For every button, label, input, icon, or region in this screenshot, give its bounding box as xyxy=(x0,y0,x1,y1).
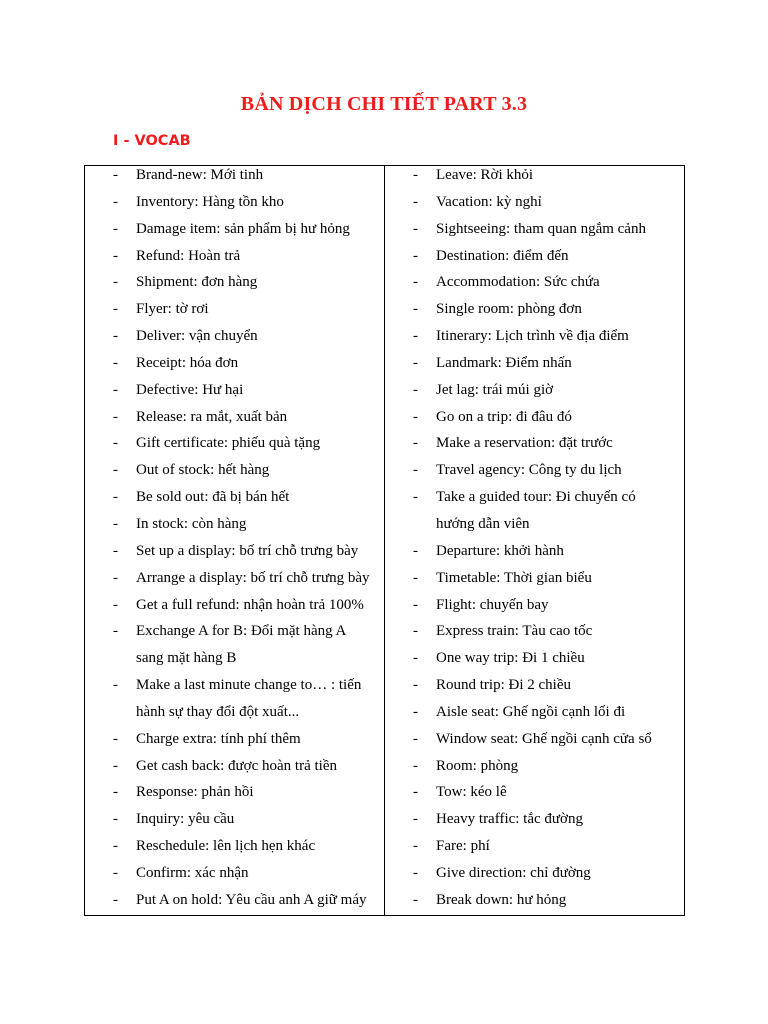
bullet-dash: - xyxy=(113,462,118,479)
vocab-text: Gift certificate: phiếu quà tặng xyxy=(136,435,321,452)
vocab-text: Travel agency: Công ty du lịch xyxy=(436,462,622,479)
vocab-text: Refund: Hoàn trả xyxy=(136,247,241,264)
bullet-dash: - xyxy=(113,381,118,398)
bullet-dash: - xyxy=(413,167,418,183)
bullet-dash: - xyxy=(413,891,418,908)
bullet-dash: - xyxy=(113,489,118,506)
vocab-text: Accommodation: Sức chứa xyxy=(436,274,600,291)
vocab-item xyxy=(413,565,685,592)
vocab-text: Confirm: xác nhận xyxy=(136,864,249,881)
vocab-text: Inquiry: yêu cầu xyxy=(136,811,235,828)
vocab-item xyxy=(113,511,383,538)
vocab-text: Make a reservation: đặt trước xyxy=(436,435,613,452)
vocab-item xyxy=(413,726,685,753)
bullet-dash: - xyxy=(413,542,418,559)
vocab-text: Damage item: sản phẩm bị hư hỏng xyxy=(136,220,350,237)
vocab-text: Departure: khởi hành xyxy=(436,542,564,559)
vocab-item xyxy=(113,565,383,592)
vocab-text: Out of stock: hết hàng xyxy=(136,462,270,479)
bullet-dash: - xyxy=(113,864,118,881)
vocab-item xyxy=(413,672,685,699)
bullet-dash: - xyxy=(113,677,118,694)
vocab-item xyxy=(113,323,383,350)
section-heading: I - VOCAB xyxy=(113,133,191,149)
bullet-dash: - xyxy=(413,569,418,586)
bullet-dash: - xyxy=(413,435,418,452)
bullet-dash: - xyxy=(113,811,118,828)
vocab-item xyxy=(413,189,685,216)
vocab-text: Arrange a display: bố trí chỗ trưng bày xyxy=(136,569,370,586)
vocab-column-right xyxy=(413,162,685,914)
bullet-dash: - xyxy=(413,623,418,640)
vocab-item xyxy=(413,645,685,672)
vocab-text: Shipment: đơn hàng xyxy=(136,274,258,291)
vocab-item xyxy=(413,592,685,619)
vocab-text: Vacation: kỳ nghỉ xyxy=(436,193,542,210)
vocab-item xyxy=(113,753,383,780)
vocab-item xyxy=(413,457,685,484)
bullet-dash: - xyxy=(113,838,118,855)
vocab-item xyxy=(413,860,685,887)
bullet-dash: - xyxy=(113,757,118,774)
vocab-item xyxy=(413,404,685,431)
vocab-text: Flight: chuyến bay xyxy=(436,596,549,613)
vocab-text: Landmark: Điểm nhấn xyxy=(436,354,572,371)
vocab-item xyxy=(413,618,685,645)
vocab-text: Take a guided tour: Đi chuyến có xyxy=(436,489,636,506)
vocab-text: Fare: phí xyxy=(436,838,490,855)
bullet-dash: - xyxy=(113,542,118,559)
bullet-dash: - xyxy=(113,354,118,371)
vocab-text: Express train: Tàu cao tốc xyxy=(436,623,593,640)
vocab-text: Get a full refund: nhận hoàn trả 100% xyxy=(136,596,364,613)
vocab-item xyxy=(113,538,383,565)
vocab-item xyxy=(113,484,383,511)
vocab-text: Receipt: hóa đơn xyxy=(136,354,239,371)
vocab-text: Give direction: chỉ đường xyxy=(436,864,591,881)
vocab-item xyxy=(113,216,383,243)
vocab-item xyxy=(413,377,685,404)
vocab-item xyxy=(113,296,383,323)
bullet-dash: - xyxy=(413,730,418,747)
vocab-text: Set up a display: bố trí chỗ trưng bày xyxy=(136,542,359,559)
bullet-dash: - xyxy=(113,220,118,237)
bullet-dash: - xyxy=(113,623,118,640)
vocab-item xyxy=(413,269,685,296)
vocab-text: Make a last minute change to… : tiến xyxy=(136,677,362,694)
vocab-text: Leave: Rời khỏi xyxy=(436,167,534,183)
vocab-item xyxy=(113,404,383,431)
vocab-text: Defective: Hư hại xyxy=(136,381,244,398)
vocab-text: Single room: phòng đơn xyxy=(436,301,582,318)
bullet-dash: - xyxy=(413,757,418,774)
bullet-dash: - xyxy=(413,381,418,398)
bullet-dash: - xyxy=(113,569,118,586)
vocab-item xyxy=(113,726,383,753)
vocab-text: Break down: hư hỏng xyxy=(436,891,567,908)
bullet-dash: - xyxy=(413,784,418,801)
vocab-item xyxy=(113,189,383,216)
bullet-dash: - xyxy=(113,301,118,318)
bullet-dash: - xyxy=(113,515,118,532)
bullet-dash: - xyxy=(413,838,418,855)
bullet-dash: - xyxy=(113,247,118,264)
vocab-item xyxy=(413,350,685,377)
bullet-dash: - xyxy=(413,220,418,237)
bullet-dash: - xyxy=(113,274,118,291)
vocab-item xyxy=(113,860,383,887)
bullet-dash: - xyxy=(413,247,418,264)
vocab-text: One way trip: Đi 1 chiều xyxy=(436,650,585,667)
bullet-dash: - xyxy=(113,193,118,210)
vocab-text: Round trip: Đi 2 chiều xyxy=(436,677,571,694)
vocab-text: Reschedule: lên lịch hẹn khác xyxy=(136,838,316,855)
bullet-dash: - xyxy=(413,811,418,828)
vocab-text: hành sự thay đổi đột xuất... xyxy=(136,703,300,720)
bullet-dash: - xyxy=(113,596,118,613)
vocab-text: Release: ra mắt, xuất bản xyxy=(136,408,288,425)
bullet-dash: - xyxy=(413,274,418,291)
bullet-dash: - xyxy=(413,703,418,720)
document-title: BẢN DỊCH CHI TIẾT PART 3.3 xyxy=(240,93,528,115)
vocab-item xyxy=(113,779,383,806)
vocab-item xyxy=(413,833,685,860)
vocab-item xyxy=(113,887,383,914)
vocab-text: Timetable: Thời gian biểu xyxy=(436,569,592,586)
vocab-item xyxy=(413,753,685,780)
vocab-text: Aisle seat: Ghế ngồi cạnh lối đi xyxy=(436,703,626,720)
vocab-text: Charge extra: tính phí thêm xyxy=(136,730,301,747)
vocab-text: Deliver: vận chuyển xyxy=(136,328,258,345)
vocab-item xyxy=(113,350,383,377)
vocab-item xyxy=(113,672,383,726)
vocab-item xyxy=(113,377,383,404)
vocab-text: Room: phòng xyxy=(436,757,519,774)
vocab-text: Sightseeing: tham quan ngắm cảnh xyxy=(436,220,646,237)
vocab-item xyxy=(413,887,685,914)
vocab-text: Destination: điểm đến xyxy=(436,247,569,264)
vocab-text: sang mặt hàng B xyxy=(136,650,237,667)
bullet-dash: - xyxy=(413,864,418,881)
vocab-text: Flyer: tờ rơi xyxy=(136,301,209,318)
vocab-item xyxy=(113,618,383,672)
vocab-item xyxy=(413,162,685,189)
vocab-text: Inventory: Hàng tồn kho xyxy=(136,193,284,210)
vocab-text: Jet lag: trái múi giờ xyxy=(436,381,554,398)
vocab-item xyxy=(413,323,685,350)
vocab-item xyxy=(413,484,685,538)
vocab-text: Be sold out: đã bị bán hết xyxy=(136,489,290,506)
vocab-item xyxy=(413,216,685,243)
bullet-dash: - xyxy=(413,328,418,345)
bullet-dash: - xyxy=(413,354,418,371)
vocab-item xyxy=(413,779,685,806)
bullet-dash: - xyxy=(413,650,418,667)
vocab-text: Exchange A for B: Đổi mặt hàng A xyxy=(136,623,347,640)
vocab-item xyxy=(413,430,685,457)
bullet-dash: - xyxy=(113,167,118,183)
vocab-text: Tow: kéo lê xyxy=(436,784,507,801)
vocab-item xyxy=(113,243,383,270)
bullet-dash: - xyxy=(113,435,118,452)
vocab-item xyxy=(413,806,685,833)
bullet-dash: - xyxy=(413,301,418,318)
vocab-text: Get cash back: được hoàn trả tiền xyxy=(136,757,337,774)
vocab-item xyxy=(113,269,383,296)
vocab-item xyxy=(413,538,685,565)
bullet-dash: - xyxy=(413,596,418,613)
vocab-text: In stock: còn hàng xyxy=(136,515,247,532)
bullet-dash: - xyxy=(413,677,418,694)
vocab-item xyxy=(413,243,685,270)
vocab-item xyxy=(113,457,383,484)
vocab-item xyxy=(113,162,383,189)
bullet-dash: - xyxy=(413,489,418,506)
bullet-dash: - xyxy=(113,784,118,801)
bullet-dash: - xyxy=(113,891,118,908)
vocab-item xyxy=(113,833,383,860)
bullet-dash: - xyxy=(413,193,418,210)
vocab-text: Go on a trip: đi đâu đó xyxy=(436,408,572,425)
vocab-item xyxy=(413,296,685,323)
bullet-dash: - xyxy=(113,730,118,747)
column-divider xyxy=(384,166,385,915)
bullet-dash: - xyxy=(413,462,418,479)
vocab-item xyxy=(113,430,383,457)
bullet-dash: - xyxy=(113,408,118,425)
vocab-item xyxy=(113,806,383,833)
vocab-column-left xyxy=(113,162,383,914)
bullet-dash: - xyxy=(413,408,418,425)
vocab-text: Window seat: Ghế ngồi cạnh cửa sổ xyxy=(436,730,652,747)
vocab-text: Put A on hold: Yêu cầu anh A giữ máy xyxy=(136,891,367,908)
vocab-text: Heavy traffic: tắc đường xyxy=(436,811,583,828)
vocab-text: Response: phản hồi xyxy=(136,784,254,801)
bullet-dash: - xyxy=(113,328,118,345)
vocab-table xyxy=(84,165,685,916)
vocab-item xyxy=(413,699,685,726)
vocab-text: Itinerary: Lịch trình về địa điểm xyxy=(436,328,629,345)
vocab-item xyxy=(113,592,383,619)
vocab-text: hướng dẫn viên xyxy=(436,515,530,532)
vocab-text: Brand-new: Mới tinh xyxy=(136,167,264,183)
